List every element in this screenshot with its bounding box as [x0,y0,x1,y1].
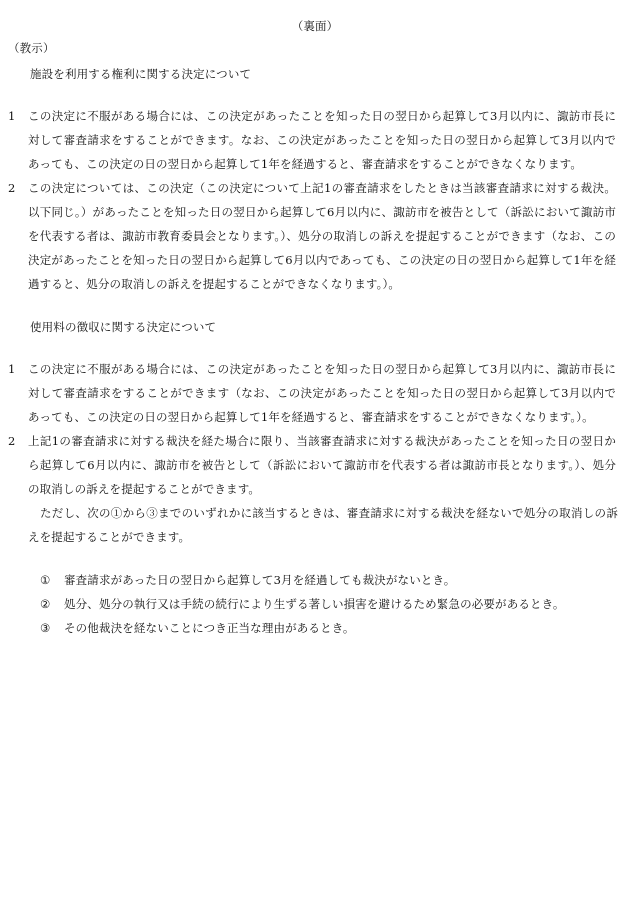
section1-item-1 [8,104,616,176]
section1-title: 施設を利用する権利に関する決定について [30,67,252,81]
section2-title: 使用料の徴収に関する決定について [30,320,217,334]
subitem-text: 審査請求があった日の翌日から起算して3月を経過しても裁決がないとき。 [64,573,456,587]
subitem-text: 処分、処分の執行又は手続の続行により生ずる著しい損害を避けるため緊急の必要があるとき。 [64,597,565,611]
item-text: この決定に不服がある場合には、この決定があったことを知った日の翌日から起算して3月以内に、諏訪市長に対して審査請求をすることができます（なお、この決定があったことを知った日の翌日から起算して3月以内であっても、この決定の日の翌日から起算して1年を経過すると、審査請求をすることができなくなります。）。 [28,362,616,424]
subitem-1 [40,572,455,588]
subitem-text: その他裁決を経ないことにつき正当な理由があるとき。 [64,621,355,635]
notice-label: （教示） [8,41,55,55]
item-number: 2 [8,434,16,448]
subitem-number: ① [40,573,51,587]
section2-item-1 [8,357,616,429]
subitem-number: ② [40,597,51,611]
item-number: 2 [8,181,16,195]
item-text: この決定に不服がある場合には、この決定があったことを知った日の翌日から起算して3月以内に、諏訪市長に対して審査請求をすることができます。なお、この決定があったことを知った日の翌日から起算して3月以内であっても、この決定の日の翌日から起算して1年を経過すると、審査請求をすることができなくなります。 [28,109,616,171]
section1-item-2 [8,176,616,296]
item-text: この決定については、この決定（この決定について上記1の審査請求をしたときは当該審査請求に対する裁決。以下同じ。）があったことを知った日の翌日から起算して6月以内に、諏訪市を被告として（訴訟において諏訪市を代表する者は、諏訪市教育委員会となります。）、処分の取消しの訴えを提起することができます（なお、この決定があったことを知った日の翌日から起算して6月以内であっても、この決定の日の翌日から起算して1年を経過すると、処分の取消しの訴えを提起することができなくなります。）。 [28,181,616,291]
subitem-3 [40,620,355,636]
proviso-text: ただし、次の①から③までのいずれかに該当するときは、審査請求に対する裁決を経ないで処分の取消しの訴えを提起することができます。 [28,506,618,544]
page-header: （裏面） [291,19,339,33]
subitem-number: ③ [40,621,51,635]
item-number: 1 [8,362,16,376]
item-number: 1 [8,109,16,123]
item-text: 上記1の審査請求に対する裁決を経た場合に限り、当該審査請求に対する裁決があったことを知った日の翌日から起算して6月以内に、諏訪市を被告として（訴訟において諏訪市を代表する者は諏訪市長となります。）、処分の取消しの訴えを提起することができます。 [28,434,616,496]
section2-item-2 [8,429,616,501]
subitem-2 [40,596,565,612]
